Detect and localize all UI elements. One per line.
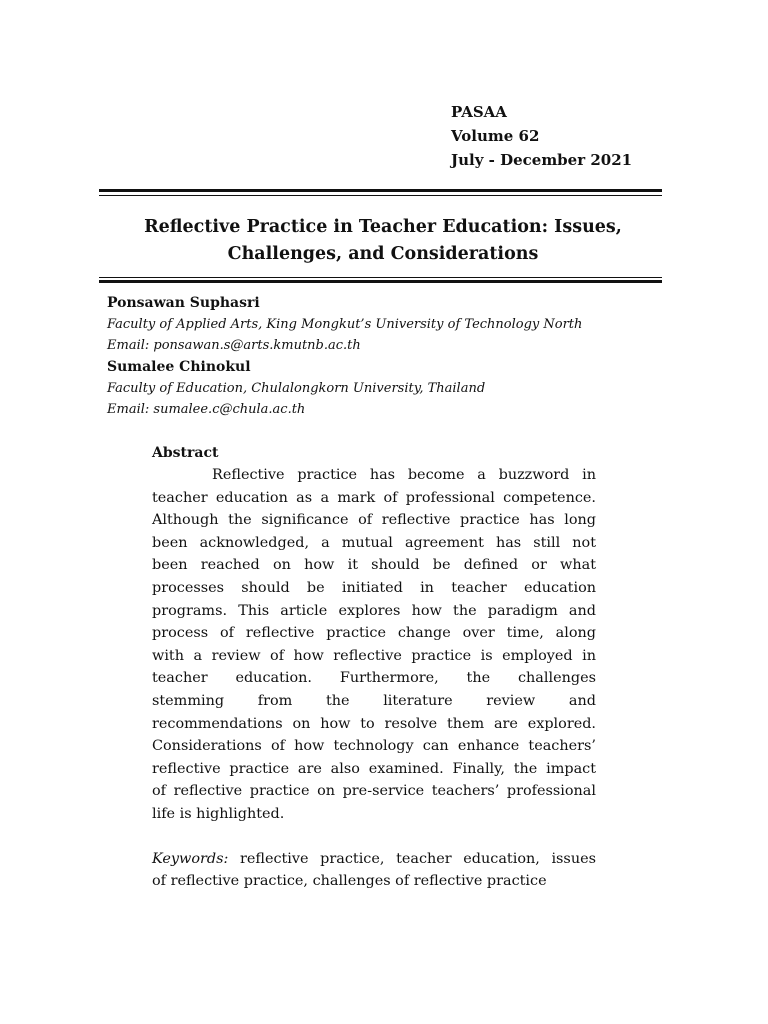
abstract-line: processes should be initiated in teacher education [152, 579, 596, 596]
abstract-line: programs. This article explores how the paradigm and [152, 602, 596, 619]
abstract-heading: Abstract [152, 445, 219, 461]
author-name: Ponsawan Suphasri [107, 295, 260, 311]
abstract-line: recommendations on how to resolve them are explored. [152, 715, 596, 732]
journal-issue: July - December 2021 [451, 151, 633, 169]
abstract-line: with a review of how reflective practice is employed in [152, 647, 596, 664]
abstract-body [152, 464, 596, 826]
keywords [152, 848, 596, 893]
abstract-line: life is highlighted. [152, 805, 285, 822]
author-name: Sumalee Chinokul [107, 359, 251, 375]
abstract-section [152, 442, 596, 893]
keywords-text-2: of reflective practice, challenges of reflective practice [152, 873, 547, 890]
paper-title-line-2: Challenges, and Considerations [227, 244, 539, 264]
keywords-line-1 [152, 848, 596, 871]
abstract-line: been reached on how it should be defined or what [152, 557, 596, 574]
abstract-line: Although the significance of reflective practice has long [152, 512, 596, 529]
abstract-line: reflective practice are also examined. Finally, the impact [152, 760, 596, 777]
abstract-line: of reflective practice on pre-service teachers’ professional [152, 783, 596, 800]
author-email: Email: ponsawan.s@arts.kmutnb.ac.th [107, 338, 361, 353]
keywords-label: Keywords: [152, 850, 229, 867]
paper-title-line-1: Reflective Practice in Teacher Education: Issues, [144, 217, 622, 237]
paper-title [99, 214, 667, 268]
top-rule-thin [99, 195, 662, 196]
journal-info [451, 100, 632, 172]
journal-name: PASAA [451, 103, 507, 121]
abstract-line: Considerations of how technology can enhance teachers’ [152, 738, 596, 755]
abstract-line: been acknowledged, a mutual agreement has still not [152, 534, 596, 551]
author-affiliation: Faculty of Education, Chulalongkorn University, Thailand [107, 381, 486, 396]
keywords-text-1: reflective practice, teacher education, issues [228, 850, 596, 867]
abstract-line: stemming from the literature review and [152, 692, 596, 709]
abstract-line: teacher education as a mark of professional competence. [152, 489, 596, 506]
author-block [107, 292, 667, 420]
journal-volume: Volume 62 [451, 127, 540, 145]
bottom-rule-thin [99, 277, 662, 278]
abstract-line: process of reflective practice change over time, along [152, 625, 596, 642]
author-email: Email: sumalee.c@chula.ac.th [107, 402, 306, 417]
abstract-line: teacher education. Furthermore, the challenges [152, 670, 596, 687]
bottom-rule-thick [99, 280, 662, 283]
top-rule-thick [99, 189, 662, 192]
abstract-line: Reflective practice has become a buzzword in [212, 467, 596, 483]
author-affiliation: Faculty of Applied Arts, King Mongkut’s University of Technology North [107, 317, 583, 332]
